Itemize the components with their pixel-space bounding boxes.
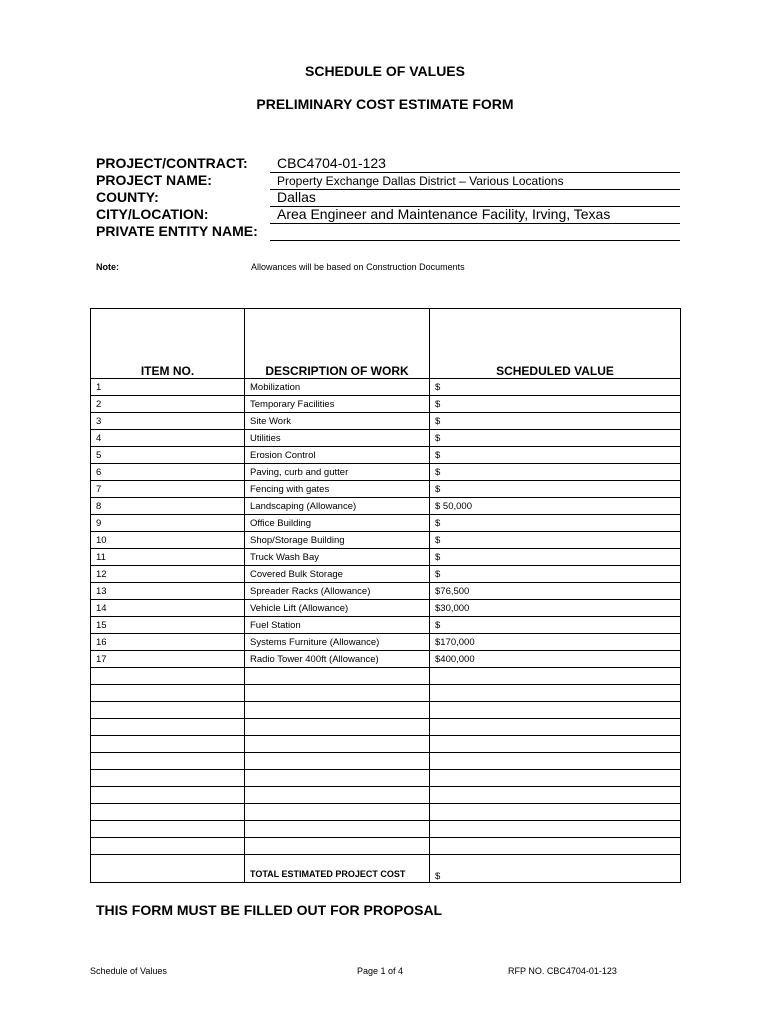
item-no-cell: 11: [91, 549, 245, 566]
description-cell: Covered Bulk Storage: [245, 566, 430, 583]
scheduled-value-cell[interactable]: $ 50,000: [430, 498, 681, 515]
note-label: Note:: [96, 262, 119, 272]
table-row: [91, 770, 681, 787]
project-contract-value[interactable]: CBC4704-01-123: [277, 155, 386, 171]
total-label-cell: [245, 855, 430, 883]
description-cell: Spreader Racks (Allowance): [245, 583, 430, 600]
description-cell: Mobilization: [245, 379, 430, 396]
scheduled-value-cell[interactable]: $: [430, 549, 681, 566]
table-row: [91, 685, 681, 702]
header-spacer-row: [91, 309, 681, 362]
city-location-label: CITY/LOCATION:: [96, 206, 209, 222]
description-cell: [245, 668, 430, 685]
table-row: [91, 736, 681, 753]
total-label: TOTAL ESTIMATED PROJECT COST: [250, 869, 406, 879]
description-cell: [245, 770, 430, 787]
table-row: [91, 532, 681, 549]
scheduled-value-cell[interactable]: [430, 753, 681, 770]
description-cell: Utilities: [245, 430, 430, 447]
description-cell: [245, 702, 430, 719]
item-no-header: ITEM NO.: [91, 361, 245, 379]
footer-page-number: Page 1 of 4: [357, 966, 404, 976]
scheduled-value-cell[interactable]: [430, 719, 681, 736]
scheduled-value-cell[interactable]: $: [430, 481, 681, 498]
table-row: [91, 498, 681, 515]
total-value-cell[interactable]: $: [430, 855, 681, 883]
project-contract-label: PROJECT/CONTRACT:: [96, 155, 248, 171]
item-no-cell: [91, 821, 245, 838]
scheduled-value-header: SCHEDULED VALUE: [430, 361, 681, 379]
table-row: [91, 447, 681, 464]
scheduled-value-cell[interactable]: $: [430, 515, 681, 532]
total-item-cell: [91, 855, 245, 883]
scheduled-value-cell[interactable]: [430, 702, 681, 719]
scheduled-value-cell[interactable]: $400,000: [430, 651, 681, 668]
description-cell: Office Building: [245, 515, 430, 532]
description-cell: Systems Furniture (Allowance): [245, 634, 430, 651]
table-row: [91, 651, 681, 668]
item-no-cell: 5: [91, 447, 245, 464]
document-title: SCHEDULE OF VALUES: [305, 63, 465, 79]
project-name-label: PROJECT NAME:: [96, 172, 212, 188]
project-name-value[interactable]: Property Exchange Dallas District – Various Locations: [277, 174, 564, 188]
item-no-cell: [91, 838, 245, 855]
item-no-cell: [91, 702, 245, 719]
scheduled-value-cell[interactable]: $: [430, 379, 681, 396]
scheduled-value-cell[interactable]: $76,500: [430, 583, 681, 600]
scheduled-value-cell[interactable]: $: [430, 413, 681, 430]
item-no-cell: 1: [91, 379, 245, 396]
item-no-cell: 4: [91, 430, 245, 447]
table-row: [91, 430, 681, 447]
scheduled-value-cell[interactable]: $: [430, 464, 681, 481]
item-no-cell: 6: [91, 464, 245, 481]
description-cell: Shop/Storage Building: [245, 532, 430, 549]
item-no-cell: 10: [91, 532, 245, 549]
description-cell: Fencing with gates: [245, 481, 430, 498]
item-no-cell: 16: [91, 634, 245, 651]
header-row: [91, 361, 681, 379]
county-label: COUNTY:: [96, 189, 159, 205]
item-no-cell: [91, 685, 245, 702]
table-row: [91, 549, 681, 566]
scheduled-value-cell[interactable]: [430, 821, 681, 838]
table-row: [91, 617, 681, 634]
table-row: [91, 787, 681, 804]
description-cell: [245, 685, 430, 702]
scheduled-value-cell[interactable]: $170,000: [430, 634, 681, 651]
scheduled-value-cell[interactable]: [430, 787, 681, 804]
item-no-cell: 17: [91, 651, 245, 668]
table-row: [91, 821, 681, 838]
proposal-instruction: THIS FORM MUST BE FILLED OUT FOR PROPOSAL: [96, 902, 443, 918]
description-cell: Temporary Facilities: [245, 396, 430, 413]
table-row: [91, 566, 681, 583]
scheduled-value-cell[interactable]: $: [430, 566, 681, 583]
scheduled-value-cell[interactable]: [430, 804, 681, 821]
project-name-line: [270, 189, 680, 190]
table-row: [91, 413, 681, 430]
table-row: [91, 481, 681, 498]
scheduled-value-cell[interactable]: $30,000: [430, 600, 681, 617]
table-row: [91, 634, 681, 651]
footer-left: Schedule of Values: [90, 966, 167, 976]
private-entity-label: PRIVATE ENTITY NAME:: [96, 223, 258, 239]
table-row: [91, 804, 681, 821]
table-row: [91, 702, 681, 719]
description-cell: Truck Wash Bay: [245, 549, 430, 566]
scheduled-value-cell[interactable]: $: [430, 617, 681, 634]
item-no-cell: 9: [91, 515, 245, 532]
description-cell: [245, 838, 430, 855]
item-no-cell: [91, 736, 245, 753]
description-cell: Erosion Control: [245, 447, 430, 464]
schedule-of-values-table: [90, 308, 681, 883]
table-row: [91, 753, 681, 770]
description-cell: [245, 804, 430, 821]
document-subtitle: PRELIMINARY COST ESTIMATE FORM: [256, 96, 514, 112]
item-no-cell: 14: [91, 600, 245, 617]
table-row: [91, 515, 681, 532]
scheduled-value-cell[interactable]: [430, 838, 681, 855]
description-cell: Fuel Station: [245, 617, 430, 634]
scheduled-value-cell[interactable]: $: [430, 430, 681, 447]
item-no-cell: 8: [91, 498, 245, 515]
scheduled-value-cell[interactable]: $: [430, 447, 681, 464]
table-row: [91, 583, 681, 600]
description-cell: [245, 753, 430, 770]
description-cell: Landscaping (Allowance): [245, 498, 430, 515]
item-no-cell: 7: [91, 481, 245, 498]
item-no-cell: [91, 668, 245, 685]
table-row: [91, 464, 681, 481]
city-location-line: [270, 223, 680, 224]
item-no-cell: 15: [91, 617, 245, 634]
private-entity-line: [270, 240, 680, 241]
item-no-cell: 2: [91, 396, 245, 413]
description-cell: Radio Tower 400ft (Allowance): [245, 651, 430, 668]
item-no-cell: 13: [91, 583, 245, 600]
city-location-value[interactable]: Area Engineer and Maintenance Facility, Irving, Texas: [277, 206, 611, 222]
note-text: Allowances will be based on Construction Documents: [251, 262, 465, 272]
description-cell: Site Work: [245, 413, 430, 430]
table-row: [91, 379, 681, 396]
scheduled-value-cell[interactable]: [430, 736, 681, 753]
table-row: [91, 719, 681, 736]
description-cell: [245, 787, 430, 804]
description-cell: [245, 821, 430, 838]
description-cell: Paving, curb and gutter: [245, 464, 430, 481]
table-row: [91, 838, 681, 855]
item-no-cell: [91, 787, 245, 804]
table-row: [91, 668, 681, 685]
scheduled-value-cell[interactable]: [430, 770, 681, 787]
county-value[interactable]: Dallas: [277, 189, 316, 205]
item-no-cell: 12: [91, 566, 245, 583]
item-no-cell: [91, 753, 245, 770]
table-row: [91, 396, 681, 413]
item-no-cell: [91, 719, 245, 736]
scheduled-value-cell[interactable]: [430, 685, 681, 702]
table-row: [91, 600, 681, 617]
scheduled-value-cell[interactable]: $: [430, 396, 681, 413]
description-cell: [245, 719, 430, 736]
description-cell: Vehicle Lift (Allowance): [245, 600, 430, 617]
footer-rfp-number: RFP NO. CBC4704-01-123: [508, 966, 617, 976]
item-no-cell: [91, 770, 245, 787]
item-no-cell: [91, 804, 245, 821]
description-header: DESCRIPTION OF WORK: [245, 361, 430, 379]
project-contract-line: [270, 172, 680, 173]
scheduled-value-cell[interactable]: [430, 668, 681, 685]
description-cell: [245, 736, 430, 753]
scheduled-value-cell[interactable]: $: [430, 532, 681, 549]
item-no-cell: 3: [91, 413, 245, 430]
total-row: [91, 855, 681, 883]
